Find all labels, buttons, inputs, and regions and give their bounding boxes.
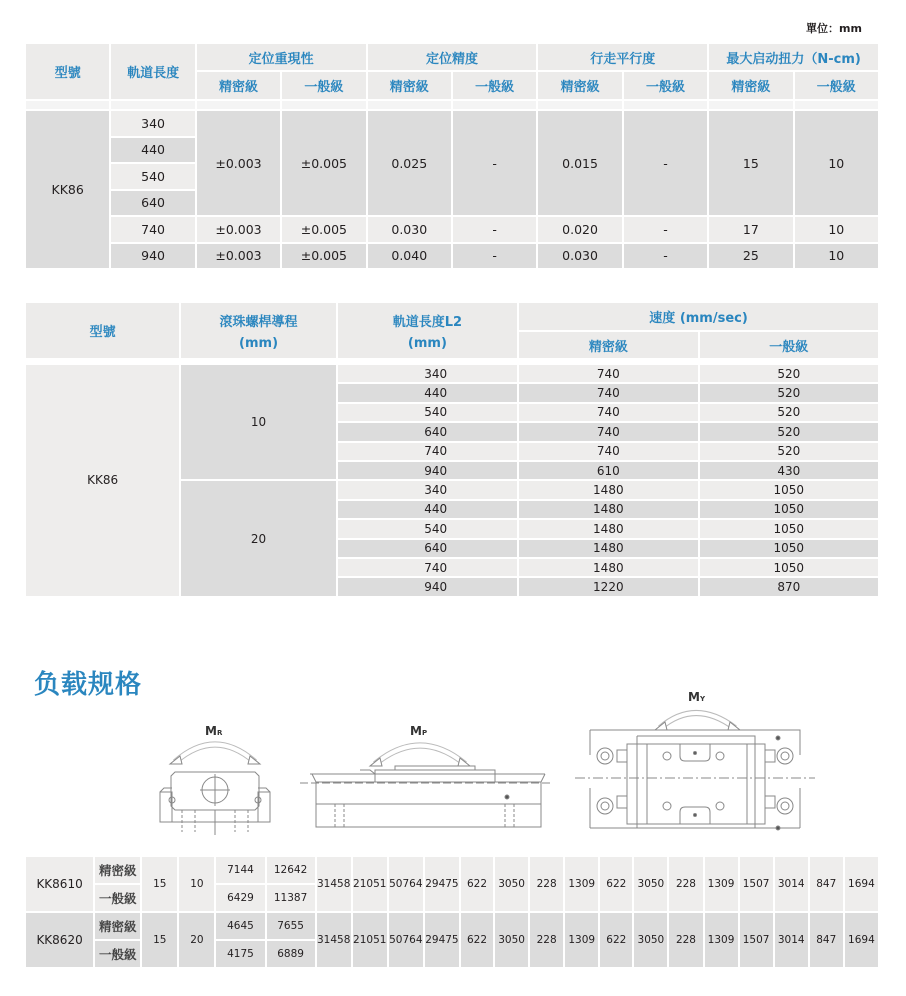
table-row [26,913,878,939]
length-cell: 540 [111,164,194,189]
yaw-moment-diagram [575,688,815,838]
load-table [24,855,880,969]
value-cell: 25 [709,244,792,269]
speed-precision-cell: 1480 [519,501,697,518]
value-cell: 622 [461,913,493,967]
length-cell: 440 [338,384,517,401]
value-cell: 11387 [267,885,315,911]
value-cell: - [624,111,707,215]
value-cell: 0.015 [538,111,621,215]
value-cell: - [624,244,707,269]
speed-normal-cell: 520 [700,365,878,382]
value-cell: ±0.003 [197,244,280,269]
value-cell: 622 [600,913,632,967]
speed-normal-cell: 520 [700,443,878,460]
value-cell: 7144 [216,857,264,883]
roll-moment-icon [150,722,280,842]
grade-cell: 精密級 [95,857,140,883]
section-title: 负载规格 [34,670,143,700]
value-cell: 31458 [317,913,351,967]
value-cell: 0.030 [368,217,451,242]
value-cell: 0.040 [368,244,451,269]
length-cell: 340 [338,481,517,498]
value-cell: ±0.005 [282,111,365,215]
header-normal-grade: 一般級 [624,72,707,99]
speed-normal-cell: 520 [700,404,878,421]
table-row [26,111,878,136]
value-cell: ±0.003 [197,217,280,242]
length-cell: 740 [338,443,517,460]
header-precision-grade: 精密級 [538,72,621,99]
value-cell: 3050 [495,857,528,911]
value-cell: - [453,244,536,269]
value-cell: 1507 [740,913,773,967]
header-speed: 速度 (mm/sec) [519,303,878,330]
value-cell: - [624,217,707,242]
header-precision-grade: 精密級 [368,72,451,99]
yaw-moment-icon [575,688,815,838]
value-cell: - [453,217,536,242]
value-cell: 17 [709,217,792,242]
speed-normal-cell: 1050 [700,481,878,498]
length-cell: 740 [338,559,517,576]
pitch-moment-icon [300,722,550,832]
length-cell: 940 [338,462,517,479]
value-cell: 3050 [634,857,667,911]
table-row [26,244,878,269]
speed-normal-cell: 870 [700,578,878,595]
value-cell: 15 [142,913,177,967]
value-cell: 21051 [353,857,387,911]
value-cell: 1694 [845,857,878,911]
speed-normal-cell: 1050 [700,520,878,537]
accuracy-table [24,42,880,270]
length-cell: 740 [111,217,194,242]
header-precision-grade: 精密級 [519,332,697,358]
header-rail-length-label: 軌道長度L2 [392,314,463,330]
speed-precision-cell: 1220 [519,578,697,595]
speed-precision-cell: 740 [519,443,697,460]
table-row [26,857,878,883]
table-row [26,365,878,382]
value-cell: ±0.003 [197,111,280,215]
header-max-starting-torque: 最大启动扭力（N-cm) [709,44,878,70]
header-running-parallelism: 行走平行度 [538,44,707,70]
diagram-label: MR [205,724,223,738]
model-cell: KK8610 [26,857,93,911]
value-cell: 21051 [353,913,387,967]
value-cell: 228 [669,913,702,967]
value-cell: 10 [179,857,214,911]
value-cell: 847 [810,857,843,911]
value-cell: 12642 [267,857,315,883]
speed-normal-cell: 1050 [700,501,878,518]
model-cell: KK8620 [26,913,93,967]
header-repeatability: 定位重現性 [197,44,366,70]
value-cell: 1309 [705,913,738,967]
roll-moment-diagram [150,722,280,842]
length-cell: 640 [338,540,517,557]
value-cell: 15 [142,857,177,911]
speed-precision-cell: 1480 [519,520,697,537]
header-model: 型號 [26,303,179,358]
speed-precision-cell: 1480 [519,559,697,576]
speed-normal-cell: 520 [700,423,878,440]
value-cell: 228 [669,857,702,911]
grade-cell: 精密級 [95,913,140,939]
speed-normal-cell: 1050 [700,559,878,576]
unit-label: 單位：mm [806,22,862,35]
speed-normal-cell: 1050 [700,540,878,557]
lead-cell: 20 [181,481,335,595]
value-cell: 1694 [845,913,878,967]
speed-precision-cell: 740 [519,404,697,421]
value-cell: 7655 [267,913,315,939]
speed-precision-cell: 740 [519,365,697,382]
value-cell: 6889 [267,941,315,967]
value-cell: 3050 [634,913,667,967]
header-ballscrew-lead [181,303,335,358]
diagram-label: MP [410,724,428,738]
value-cell: 3014 [775,913,808,967]
value-cell: ±0.005 [282,244,365,269]
value-cell: 0.020 [538,217,621,242]
header-normal-grade: 一般級 [282,72,365,99]
value-cell: 10 [795,111,878,215]
value-cell: 0.030 [538,244,621,269]
value-cell: 6429 [216,885,264,911]
header-precision-grade: 精密級 [709,72,792,99]
table-row [26,217,878,242]
model-cell: KK86 [26,365,179,596]
header-ballscrew-lead-unit: (mm) [239,335,279,351]
value-cell: 3014 [775,857,808,911]
value-cell: 228 [530,913,563,967]
length-cell: 440 [338,501,517,518]
value-cell: 622 [600,857,632,911]
value-cell: 31458 [317,857,351,911]
speed-precision-cell: 740 [519,384,697,401]
value-cell: 4645 [216,913,264,939]
value-cell: 847 [810,913,843,967]
pitch-moment-diagram [300,722,550,832]
value-cell: 3050 [495,913,528,967]
header-normal-grade: 一般級 [453,72,536,99]
header-rail-length-unit: (mm) [407,335,447,351]
value-cell: 0.025 [368,111,451,215]
header-model: 型號 [26,44,109,99]
value-cell: 50764 [389,857,423,911]
length-cell: 940 [338,578,517,595]
value-cell: 1309 [565,857,598,911]
length-cell: 540 [338,404,517,421]
value-cell: 20 [179,913,214,967]
speed-precision-cell: 610 [519,462,697,479]
value-cell: 10 [795,217,878,242]
length-cell: 440 [111,138,194,163]
value-cell: 15 [709,111,792,215]
diagram-label: MY [688,690,706,704]
length-cell: 340 [338,365,517,382]
value-cell: 1507 [740,857,773,911]
speed-normal-cell: 430 [700,462,878,479]
header-normal-grade: 一般級 [700,332,878,358]
header-precision-grade: 精密級 [197,72,280,99]
speed-normal-cell: 520 [700,384,878,401]
value-cell: 228 [530,857,563,911]
header-normal-grade: 一般級 [795,72,878,99]
length-cell: 640 [111,191,194,216]
value-cell: 4175 [216,941,264,967]
header-rail-length: 軌道長度 [111,44,194,99]
speed-precision-cell: 1480 [519,481,697,498]
model-cell: KK86 [26,111,109,268]
length-cell: 640 [338,423,517,440]
speed-precision-cell: 740 [519,423,697,440]
value-cell: 1309 [565,913,598,967]
header-positioning-accuracy: 定位精度 [368,44,537,70]
speed-precision-cell: 1480 [519,540,697,557]
grade-cell: 一般級 [95,885,140,911]
value-cell: - [453,111,536,215]
grade-cell: 一般級 [95,941,140,967]
value-cell: 1309 [705,857,738,911]
length-cell: 340 [111,111,194,136]
lead-cell: 10 [181,365,335,479]
speed-table [24,301,880,598]
header-ballscrew-lead-label: 滾珠螺桿導程 [219,314,298,330]
value-cell: 29475 [425,913,459,967]
length-cell: 940 [111,244,194,269]
value-cell: 29475 [425,857,459,911]
value-cell: 622 [461,857,493,911]
value-cell: 10 [795,244,878,269]
value-cell: ±0.005 [282,217,365,242]
value-cell: 50764 [389,913,423,967]
length-cell: 540 [338,520,517,537]
header-rail-length [338,303,517,358]
